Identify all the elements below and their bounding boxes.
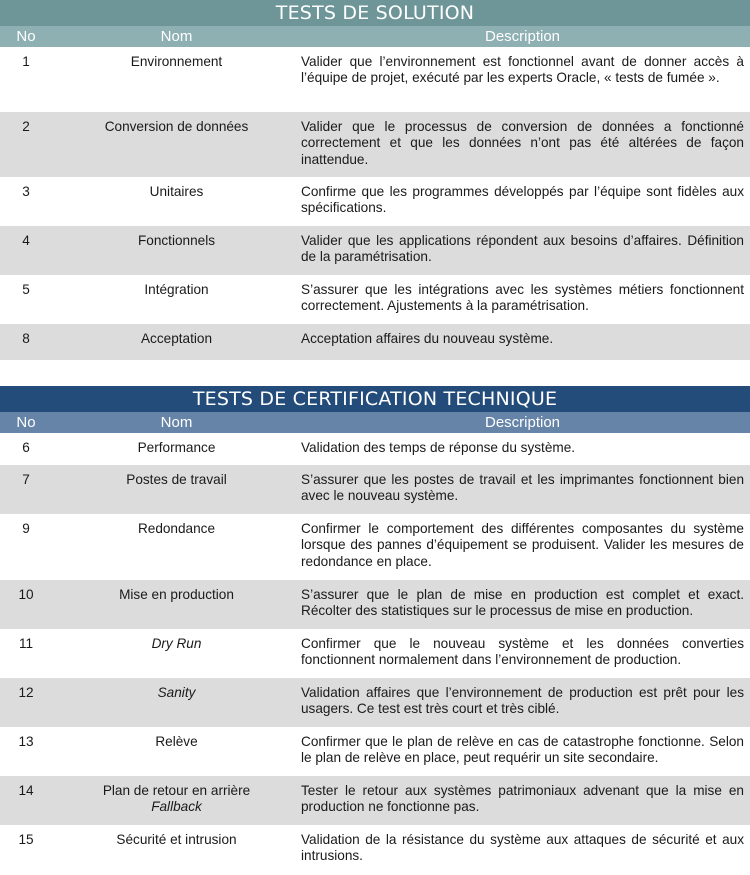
row-description: Confirmer le comportement des différentes composantes du système lorsque des pannes d’équipement se produisent. Valider les mesures de redondance en place.	[301, 521, 744, 569]
row-description: Valider que les applications répondent aux besoins d’affaires. Définition de la paramétrisation.	[301, 233, 744, 265]
table-row	[0, 580, 750, 629]
row-nom: Mise en production	[119, 587, 234, 602]
table-row	[0, 324, 750, 360]
row-no: 12	[18, 685, 34, 700]
row-nom: Redondance	[137, 521, 216, 536]
row-nom: Performance	[137, 440, 216, 455]
table-row	[0, 112, 750, 177]
row-no: 13	[18, 734, 34, 749]
table-spacer	[0, 360, 750, 386]
solution-tests-table	[0, 0, 750, 360]
row-description: Validation affaires que l’environnement de production est prêt pour les usagers. Ce test est très court et très ciblé.	[301, 685, 744, 717]
table-row	[0, 727, 750, 776]
table-row	[0, 776, 750, 825]
row-description: S’assurer que les intégrations avec les systèmes métiers fonctionnent correctement. Ajustements à la paramétrisation.	[301, 282, 744, 314]
row-no: 3	[22, 184, 30, 199]
row-no: 5	[22, 282, 30, 297]
row-no: 6	[22, 440, 30, 455]
row-nom: Postes de travail	[126, 472, 227, 487]
row-description: Confirmer que le nouveau système et les données converties fonctionnent normalement dans l’environnement de production.	[301, 636, 744, 668]
row-nom: Conversion de données	[104, 119, 249, 134]
row-nom: Intégration	[144, 282, 209, 297]
table-row	[0, 177, 750, 226]
table-row	[0, 629, 750, 678]
header-nom: Nom	[160, 28, 193, 45]
row-nom: Sanity	[157, 685, 196, 700]
row-nom: Fonctionnels	[137, 233, 216, 248]
row-no: 11	[18, 636, 34, 651]
row-nom: Relève	[155, 734, 198, 749]
table-title: TESTS DE CERTIFICATION TECHNIQUE	[0, 386, 750, 412]
header-nom: Nom	[160, 414, 193, 431]
row-description: Valider que le processus de conversion de données a fonctionné correctement et que les données n’ont pas été altérées de façon inattendue.	[301, 119, 744, 167]
table-title: TESTS DE SOLUTION	[0, 0, 750, 26]
row-description: Validation des temps de réponse du système.	[301, 440, 576, 455]
table-row	[0, 226, 750, 275]
row-description: Tester le retour aux systèmes patrimoniaux advenant que la mise en production ne fonctionne pas.	[301, 783, 744, 815]
table-row	[0, 275, 750, 324]
row-no: 2	[22, 119, 30, 134]
row-description: Acceptation affaires du nouveau système.	[301, 331, 554, 346]
row-description: Validation de la résistance du système aux attaques de sécurité et aux intrusions.	[301, 832, 744, 864]
table-header	[0, 26, 750, 47]
row-description: Confirme que les programmes développés par l’équipe sont fidèles aux spécifications.	[301, 184, 744, 216]
row-no: 8	[22, 331, 30, 346]
row-no: 15	[18, 832, 34, 847]
table-row	[0, 678, 750, 727]
row-no: 10	[18, 587, 34, 602]
row-no: 4	[22, 233, 30, 248]
certification-tests-table	[0, 386, 750, 875]
row-nom: Sécurité et intrusion	[116, 832, 237, 847]
table-row	[0, 465, 750, 514]
table-row	[0, 825, 750, 875]
table-row	[0, 47, 750, 112]
table-row	[0, 514, 750, 580]
header-description: Description	[484, 414, 561, 431]
row-nom-sub: Fallback	[151, 799, 202, 815]
row-nom: Plan de retour en arrière	[102, 783, 251, 798]
row-no: 1	[22, 54, 30, 69]
header-description: Description	[484, 28, 561, 45]
row-nom: Dry Run	[151, 636, 202, 651]
row-nom: Unitaires	[149, 184, 204, 199]
row-description: S’assurer que les postes de travail et les imprimantes fonctionnent bien avec le nouveau système.	[301, 472, 744, 504]
row-description: Confirmer que le plan de relève en cas de catastrophe fonctionne. Selon le plan de relève en place, peut requérir un site secondaire.	[301, 734, 744, 766]
row-no: 9	[22, 521, 30, 536]
row-nom-cell	[52, 776, 301, 825]
table-header	[0, 412, 750, 433]
row-description: Valider que l’environnement est fonctionnel avant de donner accès à l’équipe de projet, exécuté par les experts Oracle, « tests de fumée ».	[301, 54, 744, 86]
header-no: No	[16, 28, 36, 45]
row-description: S’assurer que le plan de mise en production est complet et exact. Récolter des statistiques sur le processus de mise en production.	[301, 587, 744, 619]
header-no: No	[16, 414, 36, 431]
row-no: 14	[18, 783, 34, 798]
table-row	[0, 433, 750, 465]
row-no: 7	[22, 472, 30, 487]
row-nom: Acceptation	[140, 331, 213, 346]
row-nom: Environnement	[130, 54, 223, 69]
